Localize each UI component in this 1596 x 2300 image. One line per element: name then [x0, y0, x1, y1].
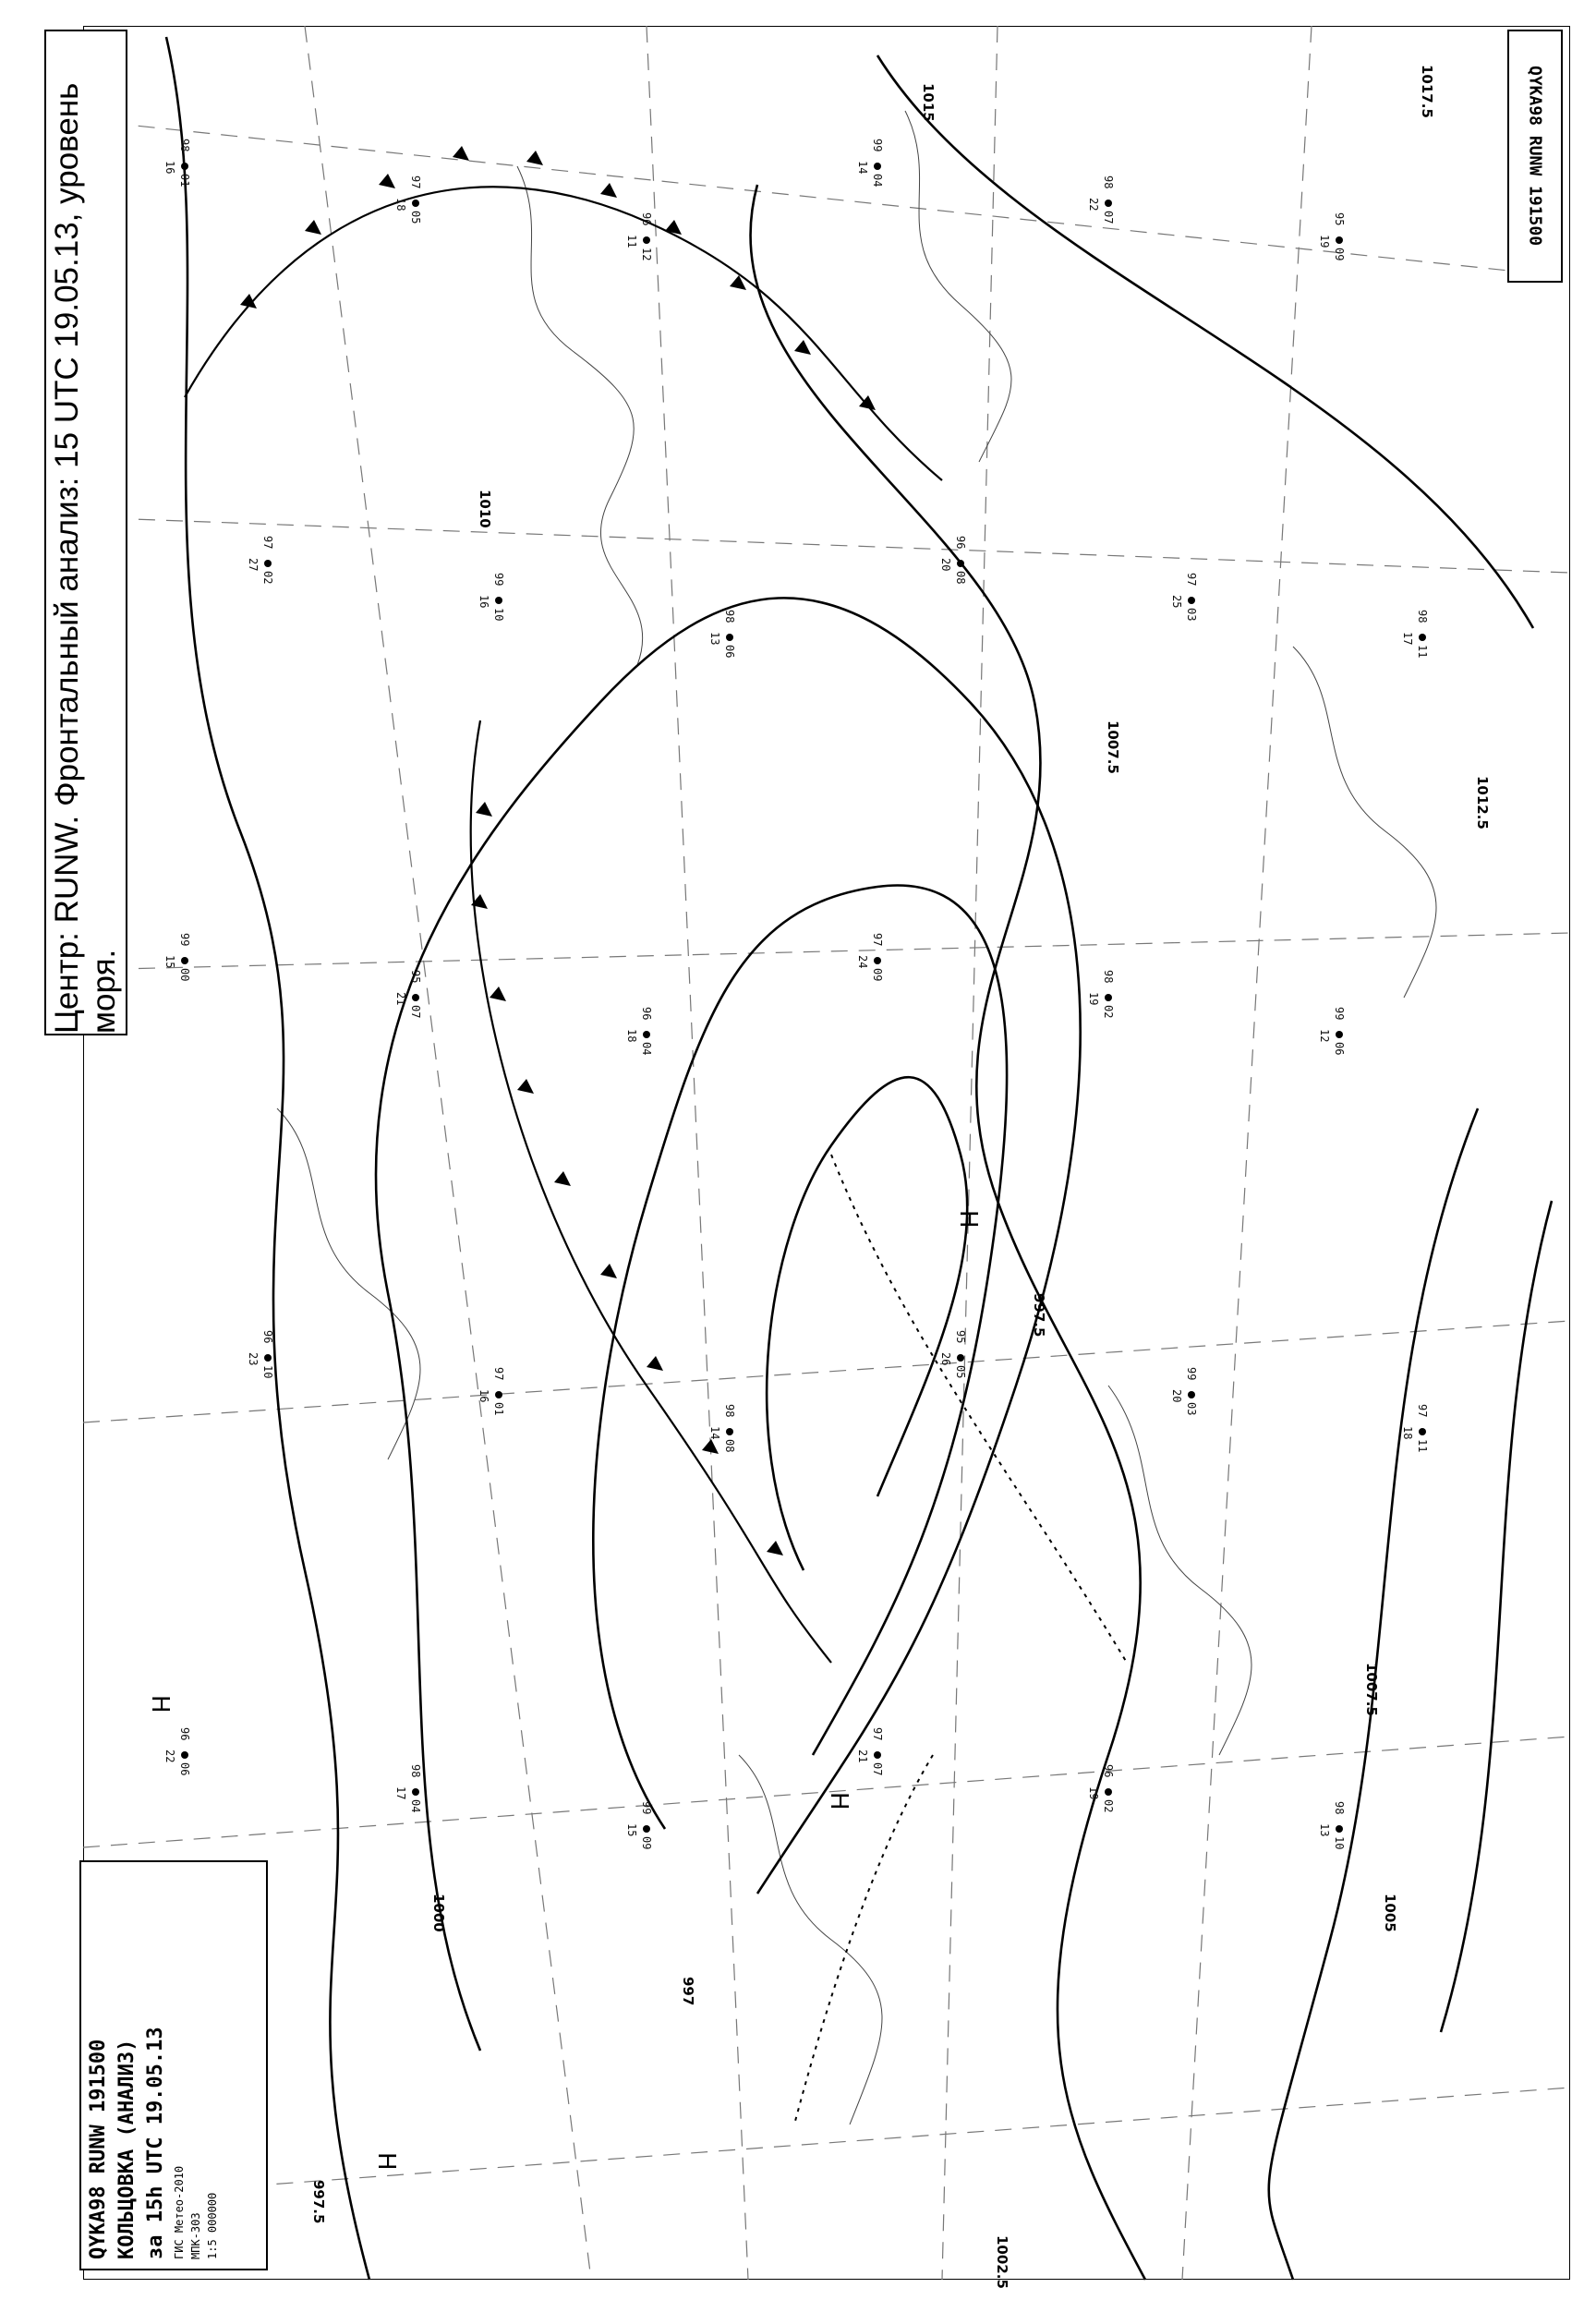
isobar-label: 1005 — [1382, 1894, 1398, 1932]
front-triangle — [517, 1079, 534, 1094]
station-note: 18 — [1401, 1426, 1414, 1440]
station-code: 96 — [640, 212, 653, 226]
map-title-box — [44, 30, 127, 1035]
station-dot — [643, 236, 650, 244]
station-dot — [1105, 1788, 1112, 1796]
station-note: 23 — [247, 1352, 260, 1366]
isobar-label: 1017.5 — [1419, 65, 1435, 118]
station-code: 98 — [1416, 610, 1429, 623]
station-code: 98 — [178, 139, 191, 152]
isobar-label: 997.5 — [1031, 1293, 1047, 1338]
station-dot — [1419, 1428, 1426, 1435]
station-code: 99 — [1185, 1367, 1198, 1381]
station-plot — [856, 139, 884, 187]
station-dot — [412, 994, 419, 1001]
station-note: 19 — [1087, 992, 1100, 1006]
front-triangle — [476, 802, 492, 817]
station-note: 19 — [1318, 235, 1331, 248]
station-dot — [495, 1391, 502, 1398]
station-note: 22 — [163, 1749, 176, 1763]
station-note: 14 — [856, 161, 869, 175]
map-title: Центр: RUNW. Фронтальный анализ: 15 UTC 19.05.13, уровень моря. — [49, 82, 122, 1034]
front-triangle — [554, 1171, 571, 1186]
station-dot — [726, 634, 733, 641]
infobox-credit3: 1:5 000000 — [206, 2192, 219, 2259]
station-code: 99 — [178, 933, 191, 947]
front-triangle — [600, 183, 617, 198]
station-code: 98 — [1102, 970, 1115, 984]
station-plot — [163, 1727, 191, 1775]
station-note: 16 — [163, 161, 176, 175]
station-note: 15 — [163, 955, 176, 969]
station-code: 95 — [954, 1330, 967, 1344]
station-dot — [181, 1751, 188, 1759]
station-code: 99 — [640, 1801, 653, 1815]
station-dot — [264, 1354, 272, 1362]
station-value: 10 — [492, 608, 505, 622]
station-note: 27 — [247, 558, 260, 572]
station-plot — [856, 933, 884, 981]
front-triangle — [526, 151, 543, 165]
infobox-line3: за 15h UTC 19.05.13 — [144, 2027, 167, 2259]
isobar-label: 1015 — [920, 83, 937, 122]
station-note: 16 — [478, 595, 490, 609]
station-dot — [1105, 200, 1112, 207]
isobar-label: 1000 — [430, 1894, 447, 1932]
station-value: 11 — [1416, 645, 1429, 659]
station-value: 10 — [1333, 1836, 1346, 1850]
station-plot — [1318, 212, 1346, 260]
station-plot — [1087, 970, 1115, 1018]
front-triangle — [767, 1541, 783, 1556]
station-plot — [394, 1764, 422, 1812]
station-note: 25 — [1170, 595, 1183, 609]
station-value: 08 — [954, 571, 967, 585]
station-note: 16 — [478, 1389, 490, 1403]
front-triangle — [600, 1264, 617, 1278]
infobox-line1: QYKA98 RUNW 191500 — [87, 2039, 110, 2259]
low-center-marker: Н — [372, 2152, 400, 2171]
station-plot — [1401, 1404, 1429, 1452]
low-center-marker: Н — [954, 1210, 982, 1229]
station-dot — [874, 1751, 881, 1759]
station-note: 18 — [394, 198, 407, 212]
station-dot — [643, 1031, 650, 1038]
station-plot — [478, 1367, 505, 1415]
station-note: 15 — [625, 1823, 638, 1837]
isobar-label: 1012.5 — [1474, 776, 1491, 829]
station-value: 01 — [492, 1402, 505, 1416]
front-triangle — [453, 146, 469, 161]
station-value: 04 — [640, 1042, 653, 1056]
station-dot — [874, 957, 881, 964]
station-dot — [1188, 1391, 1195, 1398]
front-triangle — [702, 1439, 719, 1454]
station-dot — [181, 163, 188, 170]
isobar-label: 997 — [680, 1977, 696, 2006]
station-note: 21 — [394, 992, 407, 1006]
isobar-label: 1002.5 — [994, 2235, 1010, 2289]
station-value: 06 — [1333, 1042, 1346, 1056]
station-plot — [163, 933, 191, 981]
low-center-marker: Н — [825, 1792, 852, 1810]
station-value: 03 — [1185, 1402, 1198, 1416]
station-code: 96 — [261, 1330, 274, 1344]
isobars — [166, 37, 1552, 2280]
station-note: 21 — [856, 1749, 869, 1763]
station-note: 19 — [1087, 1786, 1100, 1800]
station-value: 09 — [871, 968, 884, 982]
station-dot — [874, 163, 881, 170]
station-code: 98 — [1333, 1801, 1346, 1815]
station-plot — [1318, 1801, 1346, 1849]
station-value: 02 — [261, 571, 274, 585]
station-note: 14 — [708, 1426, 721, 1440]
map-infobox — [79, 1860, 268, 2270]
station-note: 18 — [625, 1029, 638, 1043]
station-value: 04 — [409, 1799, 422, 1813]
station-dot — [264, 560, 272, 567]
low-centers — [146, 1210, 982, 2171]
station-code: 99 — [492, 573, 505, 587]
station-plot — [1170, 573, 1198, 621]
station-code: 97 — [261, 536, 274, 550]
front-triangle — [240, 294, 257, 309]
station-dot — [1105, 994, 1112, 1001]
station-value: 02 — [1102, 1005, 1115, 1019]
cold-front — [185, 187, 942, 1663]
station-plot — [708, 610, 736, 658]
station-dot — [643, 1825, 650, 1833]
station-value: 04 — [871, 174, 884, 188]
station-note: 22 — [1087, 198, 1100, 212]
station-dot — [412, 200, 419, 207]
station-plot — [163, 139, 191, 187]
station-code: 99 — [871, 139, 884, 152]
station-dot — [412, 1788, 419, 1796]
station-dot — [957, 1354, 964, 1362]
station-plot — [1401, 610, 1429, 658]
station-plot — [478, 573, 505, 621]
station-code: 99 — [1333, 1007, 1346, 1021]
station-plot — [247, 1330, 274, 1378]
station-note: 20 — [939, 558, 952, 572]
station-value: 09 — [640, 1836, 653, 1850]
station-note: 11 — [625, 235, 638, 248]
isobar-labels — [310, 65, 1491, 2289]
station-value: 06 — [723, 645, 736, 659]
isobar-label: 997.5 — [310, 2180, 327, 2224]
station-plot — [247, 536, 274, 584]
station-note: 26 — [939, 1352, 952, 1366]
station-dot — [1188, 597, 1195, 604]
station-dot — [495, 597, 502, 604]
station-code: 98 — [1102, 176, 1115, 189]
station-plot — [625, 1801, 653, 1849]
station-note: 13 — [1318, 1823, 1331, 1837]
station-value: 06 — [178, 1762, 191, 1776]
front-triangle — [647, 1356, 663, 1371]
station-dot — [1419, 634, 1426, 641]
station-value: 07 — [1102, 211, 1115, 224]
station-dot — [181, 957, 188, 964]
station-value: 07 — [871, 1762, 884, 1776]
infobox-credit2: МПК-303 — [189, 2212, 202, 2259]
station-dot — [1336, 1825, 1343, 1833]
station-code: 97 — [492, 1367, 505, 1381]
isobar-label: 1007.5 — [1105, 720, 1121, 774]
station-dot — [1336, 1031, 1343, 1038]
station-code: 95 — [1333, 212, 1346, 226]
isobar-label: 1007.5 — [1363, 1663, 1380, 1716]
station-note: 17 — [394, 1786, 407, 1800]
station-code: 97 — [871, 1727, 884, 1741]
station-code: 97 — [1416, 1404, 1429, 1418]
station-value: 03 — [1185, 608, 1198, 622]
station-plot — [625, 212, 653, 260]
station-plot — [1318, 1007, 1346, 1055]
station-dot — [1336, 236, 1343, 244]
station-note: 13 — [708, 632, 721, 646]
corner-code: QYKA98 RUNW 191500 — [1507, 30, 1563, 283]
station-value: 02 — [1102, 1799, 1115, 1813]
front-marks — [240, 146, 876, 1556]
station-value: 10 — [261, 1365, 274, 1379]
station-code: 98 — [723, 610, 736, 623]
occluded-front — [794, 1155, 1127, 2124]
station-code: 97 — [409, 176, 422, 189]
station-value: 05 — [954, 1365, 967, 1379]
station-code: 98 — [723, 1404, 736, 1418]
station-plot — [1170, 1367, 1198, 1415]
station-code: 97 — [871, 933, 884, 947]
front-triangle — [379, 174, 395, 188]
station-value: 07 — [409, 1005, 422, 1019]
station-code: 97 — [1185, 573, 1198, 587]
station-code: 95 — [409, 970, 422, 984]
station-note: 17 — [1401, 632, 1414, 646]
low-center-marker: Н — [146, 1695, 174, 1713]
isobar-label: 1010 — [477, 490, 493, 528]
station-value: 11 — [1416, 1439, 1429, 1453]
station-value: 09 — [1333, 248, 1346, 261]
station-plot — [1087, 176, 1115, 224]
infobox-line2: КОЛЬЦОВКА (АНАЛИЗ) — [115, 2039, 139, 2259]
station-code: 96 — [954, 536, 967, 550]
infobox-credit1: ГИС Метео-2010 — [173, 2165, 186, 2259]
station-code: 96 — [640, 1007, 653, 1021]
station-dot — [957, 560, 964, 567]
station-code: 98 — [409, 1764, 422, 1778]
station-note: 24 — [856, 955, 869, 969]
station-note: 20 — [1170, 1389, 1183, 1403]
rivers — [277, 111, 1436, 2124]
station-note: 12 — [1318, 1029, 1331, 1043]
station-value: 05 — [409, 211, 422, 224]
front-triangle — [794, 340, 811, 355]
front-triangle — [490, 987, 506, 1001]
front-triangle — [305, 220, 321, 235]
station-value: 12 — [640, 248, 653, 261]
station-plot — [625, 1007, 653, 1055]
station-value: 01 — [178, 174, 191, 188]
station-plot — [939, 1330, 967, 1378]
station-plots — [163, 139, 1429, 1849]
station-value: 00 — [178, 968, 191, 982]
station-dot — [726, 1428, 733, 1435]
station-code: 96 — [1102, 1764, 1115, 1778]
station-value: 08 — [723, 1439, 736, 1453]
station-code: 96 — [178, 1727, 191, 1741]
